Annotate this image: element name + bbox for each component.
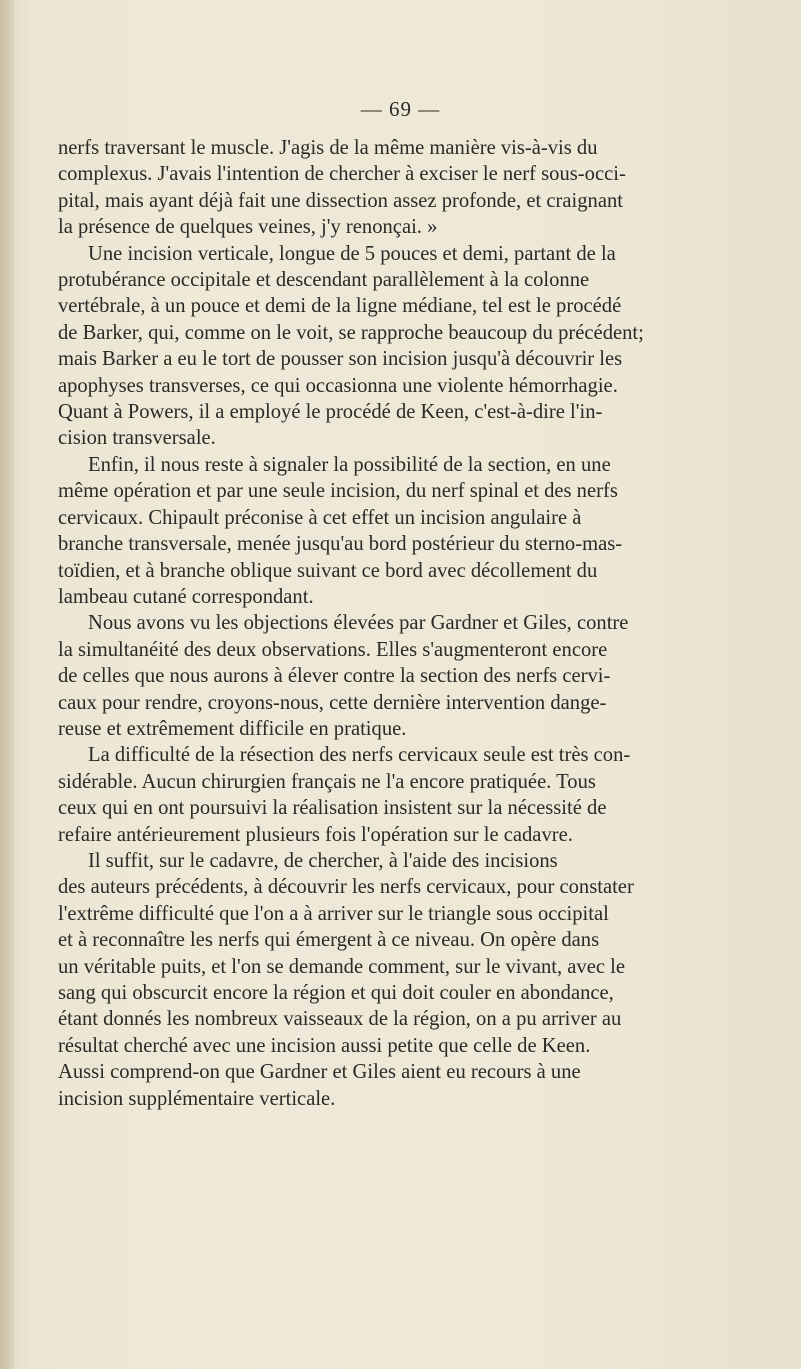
text-line: et à reconnaître les nerfs qui émergent à ce niveau. On opère dans [58,929,600,952]
text-line: cervicaux. Chipault préconise à cet effet un incision angulaire à [58,506,582,529]
text-line: incision supplémentaire verticale. [58,1087,336,1110]
text-line: l'extrême difficulté que l'on a à arriver sur le triangle sous occipital [58,902,609,925]
text-line: apophyses transverses, ce qui occasionna une violente hémorrhagie. [58,374,618,397]
text-line: cision transversale. [58,427,216,450]
text-line: de celles que nous aurons à élever contre la section des nerfs cervi- [58,665,611,688]
text-line: vertébrale, à un pouce et demi de la ligne médiane, tel est le procédé [58,295,622,318]
page-number: — 69 — [360,97,441,121]
text-line: protubérance occipitale et descendant parallèlement à la colonne [58,269,590,292]
text-line: résultat cherché avec une incision aussi petite que celle de Keen. [58,1034,591,1057]
text-line: de Barker, qui, comme on le voit, se rapproche beaucoup du précédent; [58,321,644,344]
text-line: sidérable. Aucun chirurgien français ne l'a encore pratiquée. Tous [58,770,596,793]
text-line: caux pour rendre, croyons-nous, cette dernière intervention dange- [58,691,607,714]
text-line: mais Barker a eu le tort de pousser son incision jusqu'à découvrir les [58,348,623,371]
text-line: Nous avons vu les objections élevées par Gardner et Giles, contre [88,612,629,635]
text-line: complexus. J'avais l'intention de chercher à exciser le nerf sous-occi- [58,163,626,186]
text-line: pital, mais ayant déjà fait une dissection assez profonde, et craignant [58,189,623,212]
text-line: la simultanéité des deux observations. Elles s'augmenteront encore [58,638,608,661]
text-line: branche transversale, menée jusqu'au bord postérieur du sterno-mas- [58,533,623,556]
text-line: nerfs traversant le muscle. J'agis de la même manière vis-à-vis du [58,137,598,159]
text-line: La difficulté de la résection des nerfs cervicaux seule est très con- [88,744,631,767]
text-line: sang qui obscurcit encore la région et qui doit couler en abondance, [58,982,614,1004]
text-line: refaire antérieurement plusieurs fois l'opération sur le cadavre. [58,823,573,846]
text-line: ceux qui en ont poursuivi la réalisation insistent sur la nécessité de [58,797,607,820]
page-binding-edge [0,0,14,1369]
text-line: la présence de quelques veines, j'y renonçai. » [58,216,438,239]
text-line: étant donnés les nombreux vaisseaux de la région, on a pu arriver au [58,1008,622,1031]
text-line: Quant à Powers, il a employé le procédé de Keen, c'est-à-dire l'in- [58,401,603,424]
text-line: toïdien, et à branche oblique suivant ce bord avec décollement du [58,559,598,582]
text-line: un véritable puits, et l'on se demande comment, sur le vivant, avec le [58,955,626,978]
text-line: Enfin, il nous reste à signaler la possibilité de la section, en une [88,453,611,476]
text-line: reuse et extrêmement difficile en pratique. [58,717,407,740]
text-line: Aussi comprend-on que Gardner et Giles aient eu recours à une [58,1061,581,1084]
text-line: Une incision verticale, longue de 5 pouces et demi, partant de la [88,242,616,265]
text-line: même opération et par une seule incision, du nerf spinal et des nerfs [58,480,618,503]
text-line: lambeau cutané correspondant. [58,585,314,608]
body-text [58,135,778,1112]
text-line: Il suffit, sur le cadavre, de chercher, à l'aide des incisions [88,849,558,872]
text-line: des auteurs précédents, à découvrir les nerfs cervicaux, pour constater [58,876,634,899]
